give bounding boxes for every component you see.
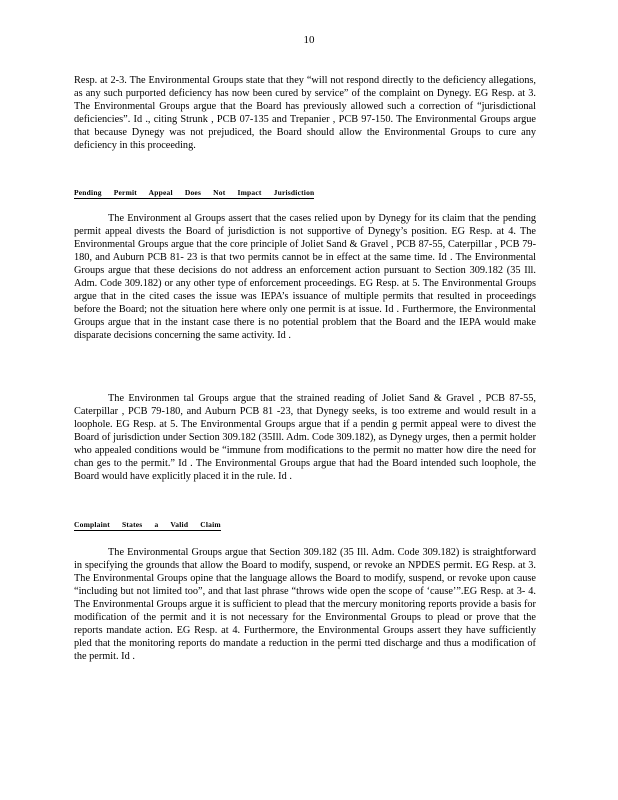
paragraph-text: The Environmen tal Groups argue that the strained reading of Joliet Sand & Gravel , PCB 87-55, Caterpillar , PCB 79-180, and Auburn PCB 81 -23, that Dynegy seeks, is too extreme and would result in a loophole. EG Resp. at 5. The Environmental Groups argue that if a pendin g permit appeal were to divest the Board of jurisdiction under Section 309.182 (35Ill. Adm. Code 309.182), as Dynegy urges, then a permit holder who appealed conditions would be “immune from modifications to the permit no matter how dire the need for chan ges to the permit.” Id . The Environmental Groups argue that had the Board intended such loophole, the Board would have explicitly placed it in the rule. Id . <box>74 393 536 482</box>
section-heading-jurisdiction <box>74 186 536 199</box>
body-paragraph-3 <box>74 392 536 483</box>
paragraph-text: The Environmental Groups argue that Section 309.182 (35 Ill. Adm. Code 309.182) is straightforward in specifying the grounds that allow the Board to modify, suspend, or revoke an NPDES permit. EG Resp. at 3. The Environmental Groups opine that the language allows the Board to modify, suspend, or revoke upon cause “including but not limited too”, and that last phrase “throws wide open the scope of ‘cause’”.EG Resp. at 3- 4. The Environmental Groups argue it is sufficient to plead that the mercury monitoring reports provide a basis for modification of the permit and it is not necessary for the Environmental Groups to plead or prove that the reports mandate action. EG Resp. at 4. Furthermore, the Environmental Groups assert they have sufficiently pled that the monitoring reports do mandate a reduction in the permi tted discharge and thus a modification of the permit. Id . <box>74 547 536 662</box>
body-paragraph-1 <box>74 74 536 152</box>
page-number: 10 <box>303 34 315 46</box>
body-paragraph-2 <box>74 212 536 342</box>
paragraph-text: The Environment al Groups assert that the cases relied upon by Dynegy for its claim that the pending permit appeal divests the Board of jurisdiction is not supportive of Dynegy’s position. EG Resp. at 4. The Environmental Groups argue that the core principle of Joliet Sand & Gravel , PCB 87-55, Caterpillar , PCB 79-180, and Auburn PCB 81- 23 is that two permits cannot be in effect at the same time. Id . The Environmental Groups argue that these decisions do not address an enforcement action pursuant to Section 309.182 (35 Ill. Adm. Code 309.182) or any other type of enforcement proceedings. EG Resp. at 5. The Environmental Groups argue that in the cited cases the issue was IEPA’s issuance of multiple permits that resulted in proceedings before the Board; not the situation here where only one permit is at issue. Id . Furthermore, the Environmental Groups argue that in the instant case there is no potential problem that the Board and the IEPA would make disparate decisions concerning the same activity. Id . <box>74 213 536 341</box>
heading-text: Complaint States a Valid Claim <box>74 520 221 529</box>
heading-text: Pending Permit Appeal Does Not Impact Jurisdiction <box>74 188 315 197</box>
section-heading-valid-claim <box>74 518 536 531</box>
paragraph-text: Resp. at 2-3. The Environmental Groups state that they “will not respond directly to the deficiency allegations, as any such purported deficiency has now been cured by service” of the complaint on Dynegy. EG Resp. at 3. The Environmental Groups argue that the Board has previously allowed such a correction of “jurisdictional deficiencies”. Id ., citing Strunk , PCB 07-135 and Trepanier , PCB 97-150. The Environmental Groups argue that because Dynegy was not prejudiced, the Board should allow the Environmental Groups to cure any deficiency in this proceeding. <box>74 75 536 151</box>
body-paragraph-4 <box>74 546 536 663</box>
